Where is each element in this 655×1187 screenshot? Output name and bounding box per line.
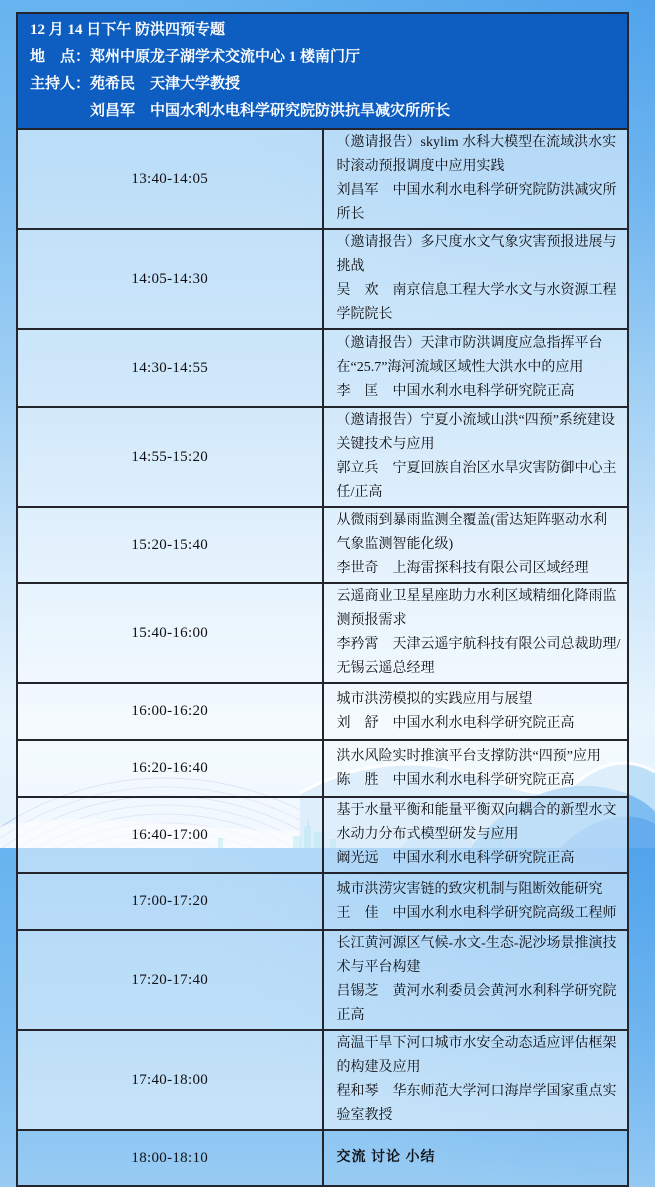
session-moderator-2: 刘昌军 中国水利水电科学研究院防洪抗旱减灾所所长 bbox=[90, 103, 451, 119]
session-header bbox=[17, 13, 628, 129]
talk-title: 从微雨到暴雨监测全覆盖(雷达矩阵驱动水利气象监测智能化级) bbox=[336, 513, 608, 552]
talk-title: 交流 讨论 小结 bbox=[336, 1150, 436, 1165]
time-cell: 18:00-18:10 bbox=[17, 1130, 323, 1186]
talk-speaker: 吴 欢 南京信息工程大学水文与水资源工程学院院长 bbox=[336, 283, 617, 322]
session-cell bbox=[323, 797, 629, 873]
talk-speaker: 刘昌军 中国水利水电科学研究院防洪减灾所所长 bbox=[336, 183, 617, 222]
talk-speaker: 李 匡 中国水利水电科学研究院正高 bbox=[336, 384, 575, 399]
talk-title: 云遥商业卫星星座助力水利区域精细化降雨监测预报需求 bbox=[336, 589, 617, 628]
time-cell: 13:40-14:05 bbox=[17, 129, 323, 229]
talk-speaker: 王 佳 中国水利水电科学研究院高级工程师 bbox=[336, 905, 617, 921]
talk-title: 洪水风险实时推演平台支撑防洪“四预”应用 bbox=[336, 748, 601, 764]
schedule-row bbox=[17, 873, 628, 930]
talk-speaker: 李矜霄 天津云遥宇航科技有限公司总裁助理/无锡云遥总经理 bbox=[336, 637, 621, 676]
schedule-row bbox=[17, 583, 628, 683]
session-cell bbox=[323, 683, 629, 740]
talk-speaker: 程和琴 华东师范大学河口海岸学国家重点实验室教授 bbox=[336, 1084, 617, 1123]
talk-title: （邀请报告）多尺度水文气象灾害预报进展与挑战 bbox=[336, 235, 617, 274]
schedule-row bbox=[17, 1030, 628, 1130]
schedule-row bbox=[17, 129, 628, 229]
talk-title: （邀请报告）天津市防洪调度应急指挥平台在“25.7”海河流域区域性大洪水中的应用 bbox=[336, 336, 603, 375]
talk-speaker: 阚光远 中国水利水电科学研究院正高 bbox=[336, 851, 575, 866]
session-cell bbox=[323, 1130, 629, 1186]
session-cell bbox=[323, 1030, 629, 1130]
session-cell bbox=[323, 407, 629, 507]
time-cell: 15:40-16:00 bbox=[17, 583, 323, 683]
talk-speaker: 吕锡芝 黄河水利委员会黄河水利科学研究院正高 bbox=[336, 984, 617, 1023]
session-cell bbox=[323, 329, 629, 407]
time-cell: 17:40-18:00 bbox=[17, 1030, 323, 1130]
talk-title: 城市洪涝模拟的实践应用与展望 bbox=[336, 691, 533, 707]
talk-speaker: 刘 舒 中国水利水电科学研究院正高 bbox=[336, 715, 575, 731]
schedule-row bbox=[17, 507, 628, 583]
session-cell bbox=[323, 229, 629, 329]
time-cell: 17:00-17:20 bbox=[17, 873, 323, 930]
session-title: 12 月 14 日下午 防洪四预专题 bbox=[30, 22, 226, 38]
schedule-row bbox=[17, 683, 628, 740]
agenda-table bbox=[16, 12, 629, 1187]
session-cell bbox=[323, 930, 629, 1030]
time-cell: 14:55-15:20 bbox=[17, 407, 323, 507]
time-cell: 16:00-16:20 bbox=[17, 683, 323, 740]
session-cell bbox=[323, 873, 629, 930]
time-cell: 16:40-17:00 bbox=[17, 797, 323, 873]
talk-speaker: 郭立兵 宁夏回族自治区水旱灾害防御中心主任/正高 bbox=[336, 461, 617, 500]
session-cell bbox=[323, 507, 629, 583]
time-cell: 15:20-15:40 bbox=[17, 507, 323, 583]
session-location: 地 点：郑州中原龙子湖学术交流中心 1 楼南门厅 bbox=[30, 49, 361, 65]
talk-title: 基于水量平衡和能量平衡双向耦合的新型水文水动力分布式模型研发与应用 bbox=[336, 803, 617, 842]
talk-speaker: 陈 胜 中国水利水电科学研究院正高 bbox=[336, 772, 575, 788]
schedule-row bbox=[17, 407, 628, 507]
schedule-row bbox=[17, 1130, 628, 1186]
talk-speaker: 李世奇 上海雷探科技有限公司区域经理 bbox=[336, 561, 589, 576]
time-cell: 16:20-16:40 bbox=[17, 740, 323, 797]
time-cell: 14:05-14:30 bbox=[17, 229, 323, 329]
talk-title: 城市洪涝灾害链的致灾机制与阻断效能研究 bbox=[336, 881, 603, 897]
session-cell bbox=[323, 129, 629, 229]
schedule-row bbox=[17, 329, 628, 407]
schedule-row bbox=[17, 740, 628, 797]
talk-title: 长江黄河源区气候-水文-生态-泥沙场景推演技术与平台构建 bbox=[336, 936, 617, 975]
session-moderator-1: 主持人：苑希民 天津大学教授 bbox=[30, 76, 241, 92]
agenda-header-row bbox=[17, 13, 628, 129]
schedule-row bbox=[17, 930, 628, 1030]
session-cell bbox=[323, 740, 629, 797]
time-cell: 17:20-17:40 bbox=[17, 930, 323, 1030]
talk-title: 高温干旱下河口城市水安全动态适应评估框架的构建及应用 bbox=[336, 1036, 617, 1075]
schedule-row bbox=[17, 797, 628, 873]
time-cell: 14:30-14:55 bbox=[17, 329, 323, 407]
talk-title: （邀请报告）宁夏小流域山洪“四预”系统建设关键技术与应用 bbox=[336, 413, 615, 452]
talk-title: （邀请报告）skylim 水科大模型在流域洪水实时滚动预报调度中应用实践 bbox=[336, 135, 617, 174]
session-cell bbox=[323, 583, 629, 683]
schedule-row bbox=[17, 229, 628, 329]
